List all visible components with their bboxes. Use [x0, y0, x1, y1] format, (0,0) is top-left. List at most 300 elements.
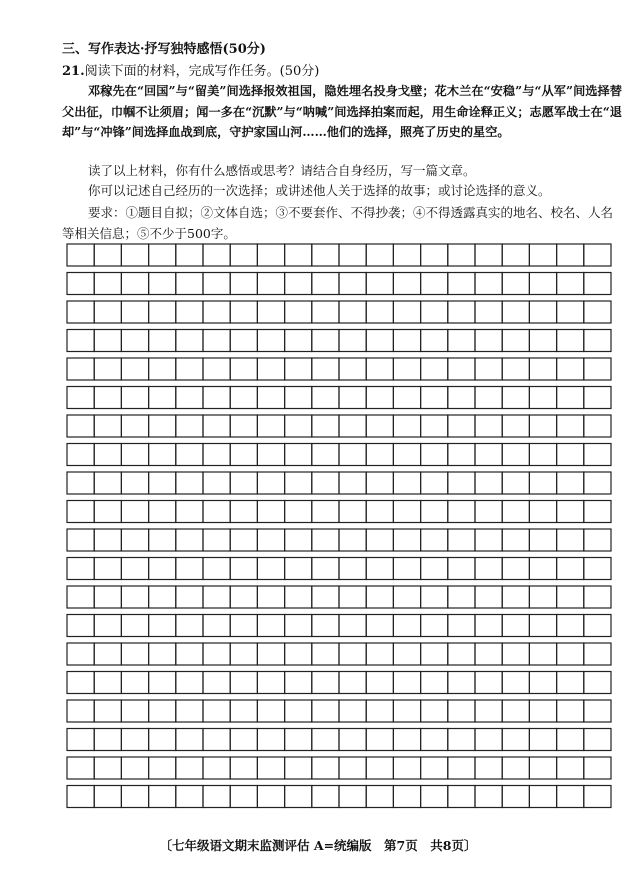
grid-cell[interactable]: [176, 586, 203, 608]
grid-cell[interactable]: [285, 672, 312, 694]
grid-cell[interactable]: [529, 273, 556, 295]
grid-cell[interactable]: [312, 472, 339, 494]
grid-cell[interactable]: [94, 444, 121, 466]
grid-cell[interactable]: [393, 786, 420, 808]
grid-cell[interactable]: [584, 330, 611, 352]
grid-cell[interactable]: [203, 786, 230, 808]
grid-cell[interactable]: [67, 472, 94, 494]
grid-cell[interactable]: [94, 244, 121, 266]
grid-cell[interactable]: [502, 415, 529, 437]
grid-cell[interactable]: [94, 415, 121, 437]
grid-cell[interactable]: [475, 415, 502, 437]
grid-cell[interactable]: [203, 501, 230, 523]
grid-cell[interactable]: [366, 415, 393, 437]
grid-cell[interactable]: [339, 615, 366, 637]
grid-cell[interactable]: [230, 558, 257, 580]
grid-cell[interactable]: [529, 330, 556, 352]
grid-cell[interactable]: [257, 444, 284, 466]
grid-cell[interactable]: [448, 615, 475, 637]
grid-cell[interactable]: [121, 586, 148, 608]
grid-row[interactable]: [67, 244, 611, 266]
grid-cell[interactable]: [285, 358, 312, 380]
grid-cell[interactable]: [339, 586, 366, 608]
grid-cell[interactable]: [257, 643, 284, 665]
grid-cell[interactable]: [67, 786, 94, 808]
grid-cell[interactable]: [285, 472, 312, 494]
grid-cell[interactable]: [176, 786, 203, 808]
grid-cell[interactable]: [448, 672, 475, 694]
grid-cell[interactable]: [393, 586, 420, 608]
grid-cell[interactable]: [230, 387, 257, 409]
grid-cell[interactable]: [502, 529, 529, 551]
grid-cell[interactable]: [285, 244, 312, 266]
grid-cell[interactable]: [257, 273, 284, 295]
grid-cell[interactable]: [176, 301, 203, 323]
grid-cell[interactable]: [502, 273, 529, 295]
grid-cell[interactable]: [448, 558, 475, 580]
grid-cell[interactable]: [121, 529, 148, 551]
grid-cell[interactable]: [339, 558, 366, 580]
grid-cell[interactable]: [203, 729, 230, 751]
grid-cell[interactable]: [312, 729, 339, 751]
grid-cell[interactable]: [421, 700, 448, 722]
grid-cell[interactable]: [502, 700, 529, 722]
grid-cell[interactable]: [149, 273, 176, 295]
grid-cell[interactable]: [557, 586, 584, 608]
grid-cell[interactable]: [393, 529, 420, 551]
grid-cell[interactable]: [176, 757, 203, 779]
grid-cell[interactable]: [393, 501, 420, 523]
grid-cell[interactable]: [448, 643, 475, 665]
grid-cell[interactable]: [257, 472, 284, 494]
grid-cell[interactable]: [584, 444, 611, 466]
grid-cell[interactable]: [203, 615, 230, 637]
grid-cell[interactable]: [121, 387, 148, 409]
grid-cell[interactable]: [557, 501, 584, 523]
grid-cell[interactable]: [121, 643, 148, 665]
grid-cell[interactable]: [176, 415, 203, 437]
grid-cell[interactable]: [366, 444, 393, 466]
grid-cell[interactable]: [448, 273, 475, 295]
grid-cell[interactable]: [557, 415, 584, 437]
grid-cell[interactable]: [121, 729, 148, 751]
grid-cell[interactable]: [557, 529, 584, 551]
grid-cell[interactable]: [94, 786, 121, 808]
answer-grid[interactable]: [66, 243, 612, 816]
grid-cell[interactable]: [529, 700, 556, 722]
grid-cell[interactable]: [366, 472, 393, 494]
grid-cell[interactable]: [584, 415, 611, 437]
grid-cell[interactable]: [176, 472, 203, 494]
grid-cell[interactable]: [339, 387, 366, 409]
grid-cell[interactable]: [285, 301, 312, 323]
grid-cell[interactable]: [312, 501, 339, 523]
grid-cell[interactable]: [557, 558, 584, 580]
grid-cell[interactable]: [475, 301, 502, 323]
grid-cell[interactable]: [529, 757, 556, 779]
grid-cell[interactable]: [203, 700, 230, 722]
grid-cell[interactable]: [257, 757, 284, 779]
grid-cell[interactable]: [557, 387, 584, 409]
grid-cell[interactable]: [176, 729, 203, 751]
grid-cell[interactable]: [448, 700, 475, 722]
grid-cell[interactable]: [584, 586, 611, 608]
grid-cell[interactable]: [339, 301, 366, 323]
grid-cell[interactable]: [448, 444, 475, 466]
grid-cell[interactable]: [121, 786, 148, 808]
grid-cell[interactable]: [312, 415, 339, 437]
grid-cell[interactable]: [121, 330, 148, 352]
grid-cell[interactable]: [366, 558, 393, 580]
grid-cell[interactable]: [421, 273, 448, 295]
grid-cell[interactable]: [421, 330, 448, 352]
grid-cell[interactable]: [285, 501, 312, 523]
grid-cell[interactable]: [121, 558, 148, 580]
grid-cell[interactable]: [393, 444, 420, 466]
grid-cell[interactable]: [448, 586, 475, 608]
grid-row[interactable]: [67, 330, 611, 352]
grid-cell[interactable]: [67, 643, 94, 665]
grid-cell[interactable]: [557, 615, 584, 637]
grid-cell[interactable]: [67, 558, 94, 580]
grid-cell[interactable]: [312, 558, 339, 580]
grid-cell[interactable]: [312, 444, 339, 466]
grid-cell[interactable]: [502, 330, 529, 352]
grid-cell[interactable]: [285, 757, 312, 779]
grid-cell[interactable]: [94, 273, 121, 295]
grid-cell[interactable]: [94, 558, 121, 580]
grid-cell[interactable]: [339, 244, 366, 266]
grid-cell[interactable]: [339, 273, 366, 295]
grid-cell[interactable]: [502, 615, 529, 637]
grid-cell[interactable]: [502, 444, 529, 466]
grid-cell[interactable]: [149, 444, 176, 466]
grid-cell[interactable]: [257, 586, 284, 608]
grid-cell[interactable]: [203, 558, 230, 580]
grid-cell[interactable]: [421, 529, 448, 551]
grid-cell[interactable]: [502, 586, 529, 608]
grid-row[interactable]: [67, 529, 611, 551]
grid-cell[interactable]: [203, 301, 230, 323]
grid-cell[interactable]: [176, 615, 203, 637]
grid-cell[interactable]: [121, 415, 148, 437]
grid-cell[interactable]: [393, 358, 420, 380]
grid-cell[interactable]: [94, 672, 121, 694]
grid-cell[interactable]: [257, 700, 284, 722]
grid-cell[interactable]: [529, 244, 556, 266]
grid-cell[interactable]: [502, 643, 529, 665]
grid-row[interactable]: [67, 273, 611, 295]
grid-cell[interactable]: [67, 700, 94, 722]
grid-cell[interactable]: [584, 529, 611, 551]
grid-cell[interactable]: [285, 387, 312, 409]
grid-cell[interactable]: [94, 358, 121, 380]
grid-row[interactable]: [67, 472, 611, 494]
grid-row[interactable]: [67, 358, 611, 380]
grid-cell[interactable]: [121, 700, 148, 722]
grid-cell[interactable]: [366, 786, 393, 808]
grid-cell[interactable]: [94, 301, 121, 323]
grid-cell[interactable]: [339, 643, 366, 665]
grid-cell[interactable]: [94, 330, 121, 352]
grid-cell[interactable]: [557, 358, 584, 380]
grid-cell[interactable]: [557, 757, 584, 779]
grid-cell[interactable]: [529, 358, 556, 380]
grid-cell[interactable]: [366, 700, 393, 722]
grid-cell[interactable]: [421, 615, 448, 637]
grid-cell[interactable]: [67, 330, 94, 352]
grid-row[interactable]: [67, 672, 611, 694]
grid-cell[interactable]: [366, 387, 393, 409]
grid-cell[interactable]: [421, 586, 448, 608]
grid-cell[interactable]: [393, 301, 420, 323]
grid-cell[interactable]: [557, 672, 584, 694]
grid-cell[interactable]: [584, 301, 611, 323]
grid-cell[interactable]: [176, 672, 203, 694]
grid-cell[interactable]: [584, 757, 611, 779]
grid-cell[interactable]: [203, 444, 230, 466]
grid-cell[interactable]: [230, 615, 257, 637]
grid-cell[interactable]: [312, 387, 339, 409]
grid-cell[interactable]: [121, 273, 148, 295]
grid-cell[interactable]: [257, 558, 284, 580]
grid-cell[interactable]: [475, 330, 502, 352]
grid-cell[interactable]: [584, 643, 611, 665]
grid-cell[interactable]: [176, 330, 203, 352]
grid-cell[interactable]: [557, 729, 584, 751]
grid-cell[interactable]: [421, 415, 448, 437]
grid-cell[interactable]: [475, 786, 502, 808]
grid-cell[interactable]: [312, 244, 339, 266]
grid-cell[interactable]: [149, 501, 176, 523]
grid-cell[interactable]: [121, 244, 148, 266]
grid-cell[interactable]: [557, 643, 584, 665]
grid-cell[interactable]: [393, 244, 420, 266]
grid-cell[interactable]: [257, 672, 284, 694]
grid-cell[interactable]: [203, 529, 230, 551]
grid-cell[interactable]: [529, 415, 556, 437]
grid-row[interactable]: [67, 415, 611, 437]
grid-cell[interactable]: [393, 415, 420, 437]
grid-cell[interactable]: [67, 757, 94, 779]
grid-cell[interactable]: [67, 273, 94, 295]
grid-cell[interactable]: [149, 615, 176, 637]
grid-cell[interactable]: [366, 529, 393, 551]
grid-cell[interactable]: [475, 273, 502, 295]
grid-cell[interactable]: [393, 472, 420, 494]
grid-cell[interactable]: [285, 586, 312, 608]
grid-cell[interactable]: [257, 729, 284, 751]
grid-cell[interactable]: [529, 387, 556, 409]
grid-cell[interactable]: [421, 786, 448, 808]
grid-cell[interactable]: [203, 757, 230, 779]
grid-cell[interactable]: [393, 558, 420, 580]
grid-cell[interactable]: [67, 444, 94, 466]
answer-grid-svg[interactable]: [66, 243, 612, 816]
grid-cell[interactable]: [67, 501, 94, 523]
grid-cell[interactable]: [475, 672, 502, 694]
grid-cell[interactable]: [230, 786, 257, 808]
grid-cell[interactable]: [230, 643, 257, 665]
grid-cell[interactable]: [94, 729, 121, 751]
grid-cell[interactable]: [393, 757, 420, 779]
grid-cell[interactable]: [121, 501, 148, 523]
grid-cell[interactable]: [312, 358, 339, 380]
grid-cell[interactable]: [339, 358, 366, 380]
grid-cell[interactable]: [67, 529, 94, 551]
grid-cell[interactable]: [176, 244, 203, 266]
grid-cell[interactable]: [312, 615, 339, 637]
grid-row[interactable]: [67, 643, 611, 665]
grid-cell[interactable]: [584, 558, 611, 580]
grid-cell[interactable]: [176, 700, 203, 722]
grid-cell[interactable]: [557, 330, 584, 352]
grid-cell[interactable]: [448, 472, 475, 494]
grid-cell[interactable]: [203, 358, 230, 380]
grid-cell[interactable]: [557, 244, 584, 266]
grid-cell[interactable]: [312, 672, 339, 694]
grid-cell[interactable]: [285, 643, 312, 665]
grid-cell[interactable]: [557, 444, 584, 466]
grid-cell[interactable]: [312, 586, 339, 608]
grid-cell[interactable]: [448, 387, 475, 409]
grid-cell[interactable]: [312, 643, 339, 665]
grid-cell[interactable]: [176, 387, 203, 409]
grid-cell[interactable]: [312, 700, 339, 722]
grid-cell[interactable]: [257, 501, 284, 523]
grid-cell[interactable]: [421, 558, 448, 580]
grid-cell[interactable]: [393, 729, 420, 751]
grid-cell[interactable]: [421, 301, 448, 323]
grid-cell[interactable]: [366, 643, 393, 665]
grid-cell[interactable]: [366, 244, 393, 266]
grid-cell[interactable]: [502, 244, 529, 266]
grid-cell[interactable]: [502, 387, 529, 409]
grid-cell[interactable]: [149, 786, 176, 808]
grid-cell[interactable]: [230, 529, 257, 551]
grid-cell[interactable]: [230, 472, 257, 494]
grid-cell[interactable]: [448, 330, 475, 352]
grid-cell[interactable]: [502, 757, 529, 779]
grid-cell[interactable]: [339, 786, 366, 808]
grid-cell[interactable]: [176, 273, 203, 295]
grid-cell[interactable]: [584, 387, 611, 409]
grid-cell[interactable]: [584, 358, 611, 380]
grid-cell[interactable]: [557, 301, 584, 323]
grid-cell[interactable]: [312, 786, 339, 808]
grid-cell[interactable]: [121, 472, 148, 494]
grid-cell[interactable]: [393, 273, 420, 295]
grid-row[interactable]: [67, 444, 611, 466]
grid-cell[interactable]: [257, 415, 284, 437]
grid-row[interactable]: [67, 729, 611, 751]
grid-cell[interactable]: [176, 501, 203, 523]
grid-cell[interactable]: [366, 301, 393, 323]
grid-cell[interactable]: [421, 643, 448, 665]
grid-cell[interactable]: [448, 358, 475, 380]
grid-cell[interactable]: [149, 643, 176, 665]
grid-cell[interactable]: [529, 672, 556, 694]
grid-cell[interactable]: [502, 786, 529, 808]
grid-cell[interactable]: [230, 444, 257, 466]
grid-cell[interactable]: [475, 444, 502, 466]
grid-cell[interactable]: [149, 387, 176, 409]
grid-cell[interactable]: [203, 643, 230, 665]
grid-cell[interactable]: [285, 330, 312, 352]
grid-cell[interactable]: [285, 615, 312, 637]
grid-cell[interactable]: [230, 672, 257, 694]
grid-cell[interactable]: [475, 501, 502, 523]
grid-row[interactable]: [67, 586, 611, 608]
grid-cell[interactable]: [448, 729, 475, 751]
grid-cell[interactable]: [502, 358, 529, 380]
grid-cell[interactable]: [584, 472, 611, 494]
grid-cell[interactable]: [366, 501, 393, 523]
grid-cell[interactable]: [421, 472, 448, 494]
grid-cell[interactable]: [475, 358, 502, 380]
grid-cell[interactable]: [94, 529, 121, 551]
grid-cell[interactable]: [529, 615, 556, 637]
grid-cell[interactable]: [67, 586, 94, 608]
grid-cell[interactable]: [257, 244, 284, 266]
grid-cell[interactable]: [557, 786, 584, 808]
grid-cell[interactable]: [502, 672, 529, 694]
grid-cell[interactable]: [285, 444, 312, 466]
grid-cell[interactable]: [203, 472, 230, 494]
grid-cell[interactable]: [257, 786, 284, 808]
grid-cell[interactable]: [257, 330, 284, 352]
grid-cell[interactable]: [475, 729, 502, 751]
grid-cell[interactable]: [421, 358, 448, 380]
grid-cell[interactable]: [339, 472, 366, 494]
grid-cell[interactable]: [366, 757, 393, 779]
grid-cell[interactable]: [94, 472, 121, 494]
grid-cell[interactable]: [149, 672, 176, 694]
grid-cell[interactable]: [257, 301, 284, 323]
grid-cell[interactable]: [557, 273, 584, 295]
grid-row[interactable]: [67, 757, 611, 779]
grid-cell[interactable]: [366, 672, 393, 694]
grid-cell[interactable]: [529, 444, 556, 466]
grid-cell[interactable]: [230, 586, 257, 608]
grid-cell[interactable]: [176, 444, 203, 466]
grid-cell[interactable]: [529, 472, 556, 494]
grid-cell[interactable]: [230, 301, 257, 323]
grid-cell[interactable]: [149, 700, 176, 722]
grid-cell[interactable]: [366, 729, 393, 751]
grid-cell[interactable]: [339, 330, 366, 352]
grid-cell[interactable]: [121, 301, 148, 323]
grid-cell[interactable]: [312, 301, 339, 323]
grid-cell[interactable]: [393, 615, 420, 637]
grid-cell[interactable]: [502, 301, 529, 323]
grid-cell[interactable]: [94, 586, 121, 608]
grid-cell[interactable]: [502, 501, 529, 523]
grid-cell[interactable]: [339, 415, 366, 437]
grid-cell[interactable]: [475, 700, 502, 722]
grid-cell[interactable]: [393, 700, 420, 722]
grid-cell[interactable]: [475, 586, 502, 608]
grid-cell[interactable]: [584, 700, 611, 722]
grid-cell[interactable]: [230, 330, 257, 352]
grid-cell[interactable]: [230, 501, 257, 523]
grid-cell[interactable]: [448, 244, 475, 266]
grid-cell[interactable]: [285, 729, 312, 751]
grid-cell[interactable]: [121, 444, 148, 466]
grid-cell[interactable]: [584, 615, 611, 637]
grid-cell[interactable]: [421, 387, 448, 409]
grid-cell[interactable]: [257, 387, 284, 409]
